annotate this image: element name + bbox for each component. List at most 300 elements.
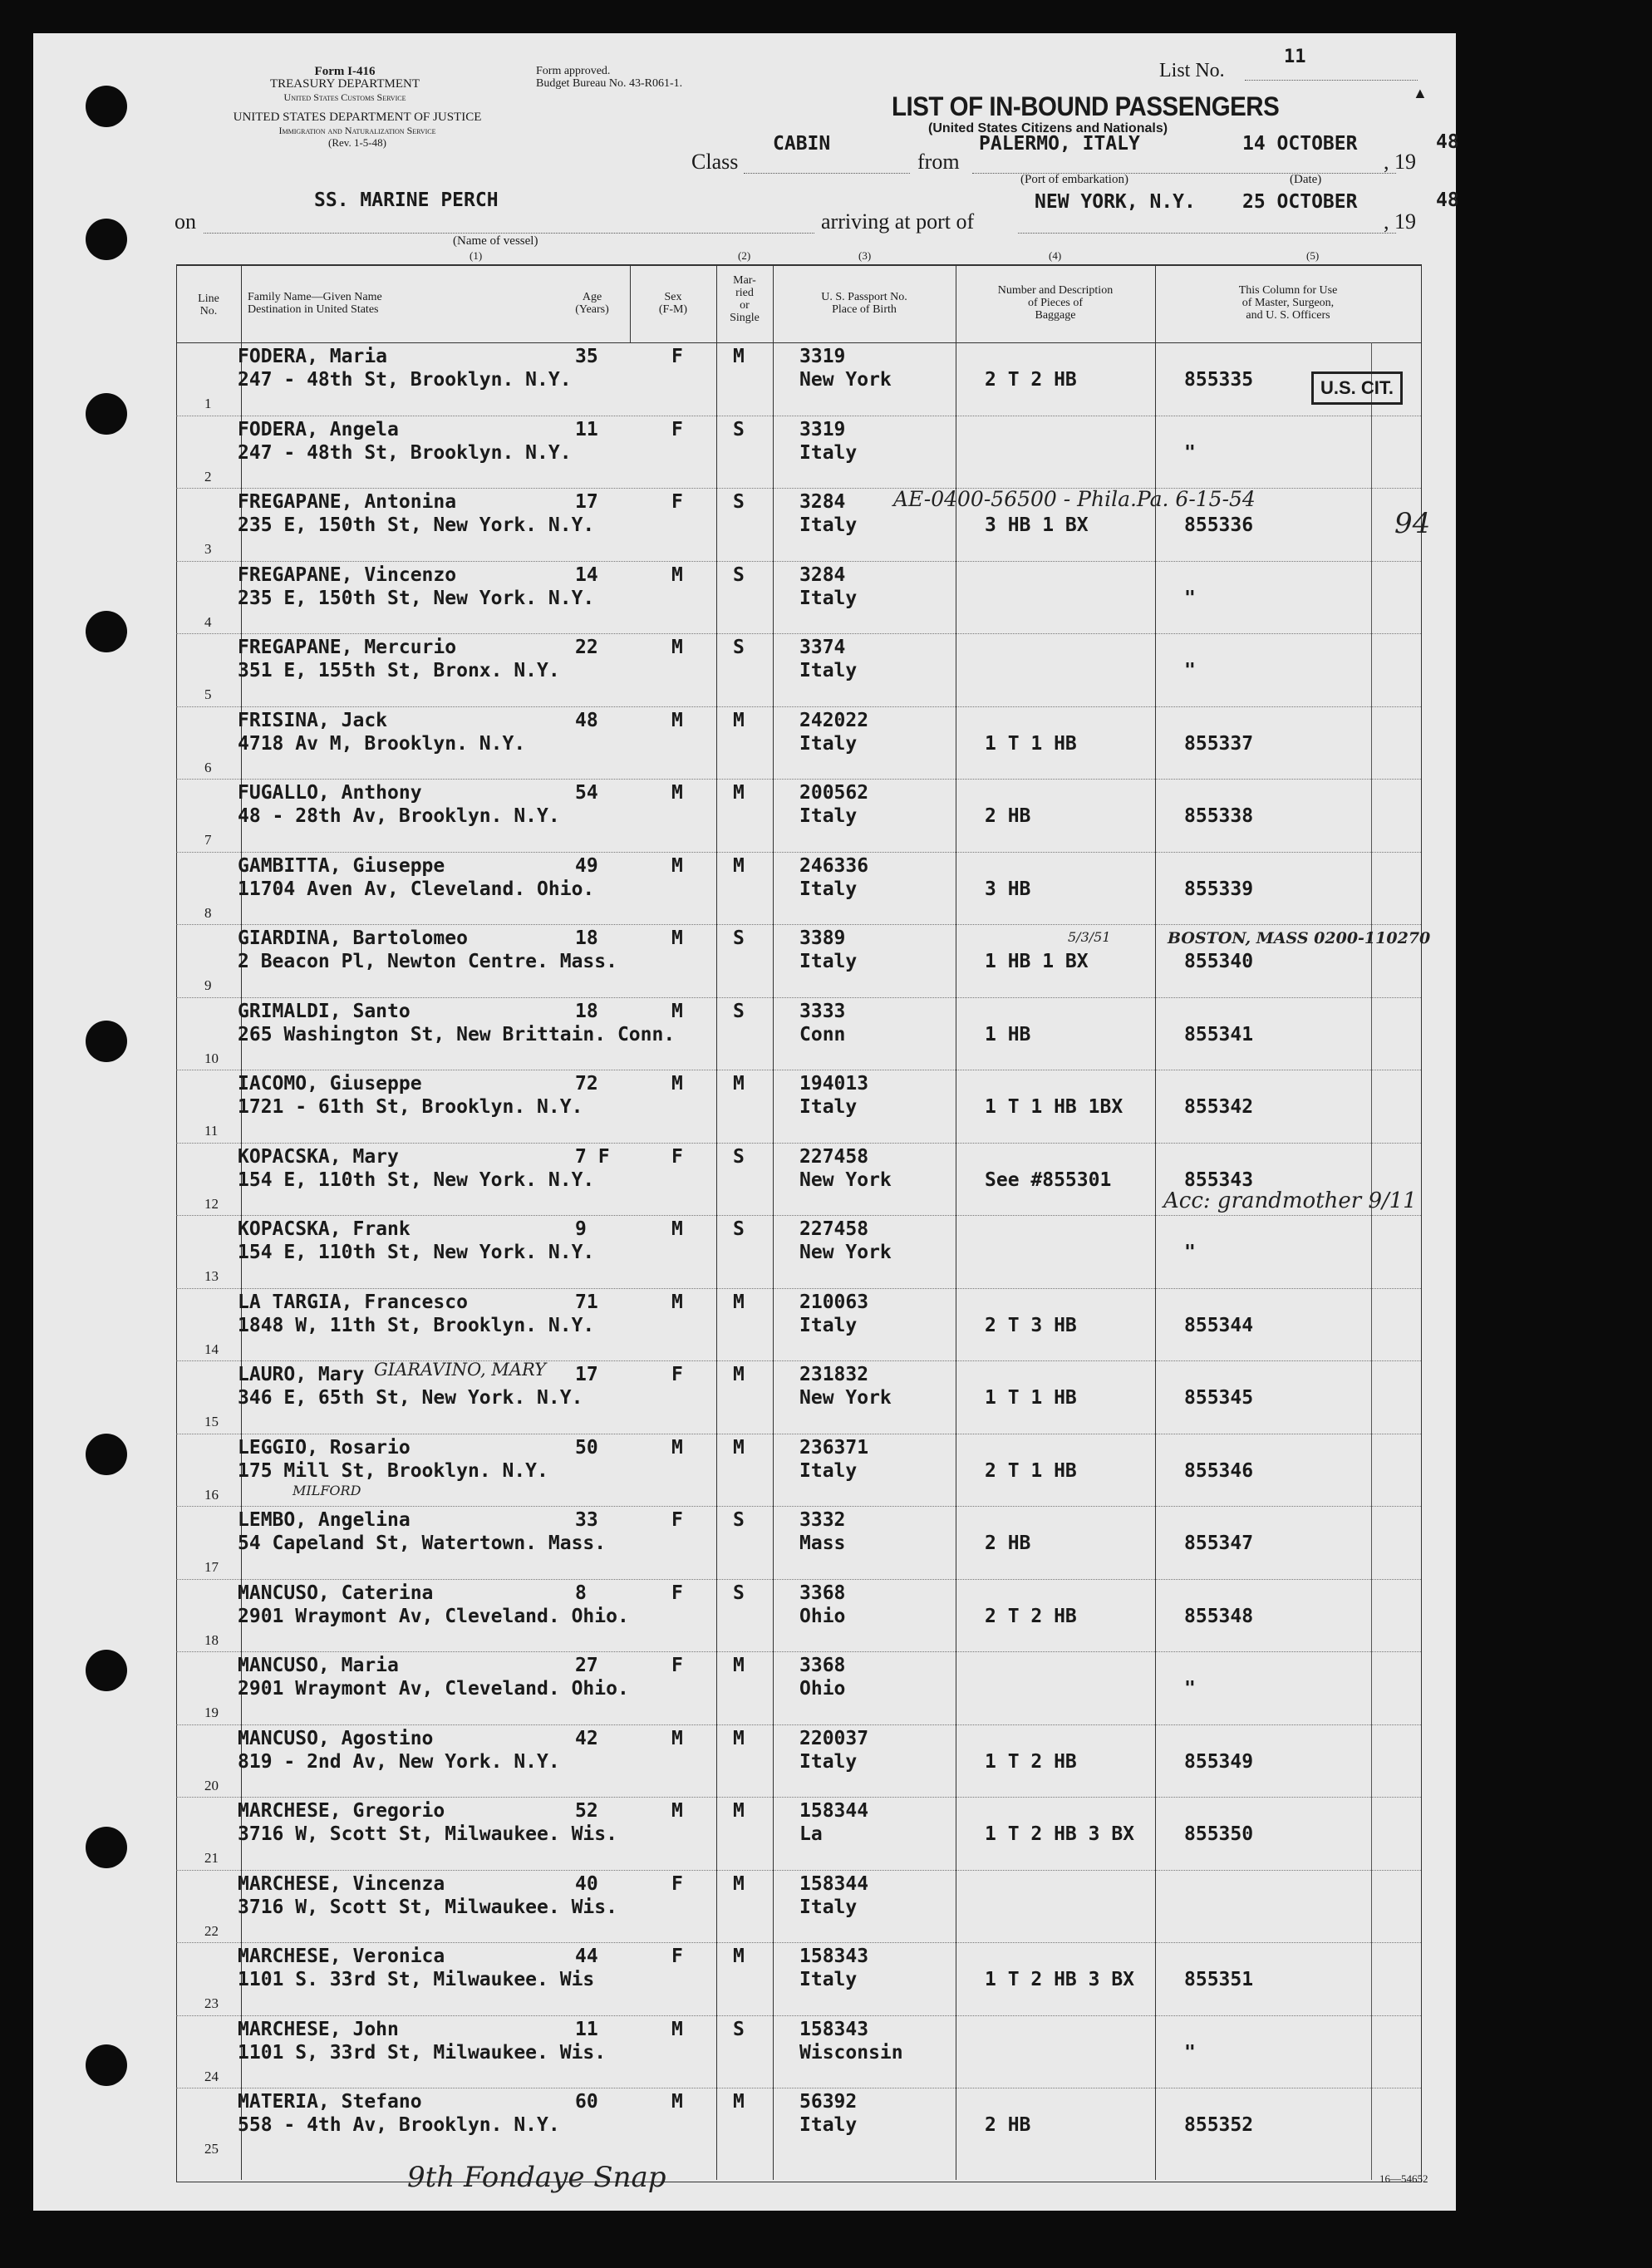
passenger-destination: 265 Washington St, New Brittain. Conn. [238,1023,676,1045]
passenger-marital-status: M [733,709,745,731]
officer-number: " [1184,587,1196,609]
place-of-birth: Italy [799,878,858,900]
passenger-name: MARCHESE, John [238,2018,399,2040]
line-number: 17 [204,1559,219,1575]
passenger-age: 44 [575,1946,598,1967]
passenger-age: 7 F [575,1145,610,1168]
on-label: on [175,209,196,234]
passport-number: 210063 [799,1291,869,1313]
passenger-destination: 154 E, 110th St, New York. N.Y. [238,1168,595,1191]
passport-number: 236371 [799,1436,869,1459]
passenger-destination: 558 - 4th Av, Brooklyn. N.Y. [238,2114,560,2136]
row-divider [176,1942,1421,1943]
officer-number: " [1184,1678,1196,1700]
passenger-age: 72 [575,1073,598,1095]
officer-number: 855351 [1184,1969,1254,1990]
punch-hole [86,1650,127,1691]
passenger-age: 50 [575,1436,598,1459]
row-divider [176,852,1421,853]
officer-number: 855336 [1184,514,1254,536]
passenger-marital-status: M [733,1291,745,1313]
punch-hole [86,1434,127,1475]
passenger-sex: M [671,1291,683,1313]
passenger-sex: F [671,418,683,440]
passenger-sex: M [671,927,683,949]
punch-hole [86,1827,127,1868]
handwritten-note: BOSTON, MASS 0200-110270 [1168,929,1431,947]
officer-number: 855340 [1184,951,1254,972]
place-of-birth: Italy [799,805,858,827]
line-number: 15 [204,1414,219,1429]
officer-number: 855346 [1184,1459,1254,1482]
passenger-age: 18 [575,927,598,949]
place-of-birth: Italy [799,441,858,464]
year-prefix-1: , 19 [1384,150,1416,174]
place-of-birth: Wisconsin [799,2041,903,2064]
passenger-destination: 346 E, 65th St, New York. N.Y. [238,1387,583,1409]
justice-label: UNITED STATES DEPARTMENT OF JUSTICE [233,111,482,124]
handwritten-note: MILFORD [293,1483,361,1498]
passenger-destination: 4718 Av M, Brooklyn. N.Y. [238,732,526,755]
baggage-description: 1 HB 1 BX [985,951,1089,972]
passenger-destination: 1848 W, 11th St, Brooklyn. N.Y. [238,1314,595,1336]
place-of-birth: La [799,1823,823,1845]
line-number: 8 [204,904,212,921]
passenger-sex: M [671,1218,683,1240]
place-of-birth: Italy [799,2114,858,2136]
passport-number: 3368 [799,1582,846,1604]
passport-number: 3374 [799,637,846,658]
handwritten-note: 9th Fondaye Snap [407,2161,666,2194]
passenger-age: 11 [575,418,598,440]
row-divider [176,1579,1421,1580]
passenger-age: 33 [575,1509,598,1531]
passenger-sex: M [671,637,683,658]
col-divider [1371,342,1372,2180]
passenger-sex: M [671,1800,683,1822]
list-no-line [1245,80,1418,81]
line-number: 20 [204,1777,219,1793]
place-of-birth: Conn [799,1023,846,1045]
punch-hole [86,219,127,260]
passenger-name: FODERA, Angela [238,418,399,440]
passenger-sex: F [671,1872,683,1895]
passenger-sex: F [671,346,683,367]
passport-number: 3332 [799,1509,846,1531]
row-divider [176,1143,1421,1144]
passenger-marital-status: M [733,1655,745,1676]
passenger-name: LAURO, Mary [238,1364,365,1385]
punch-hole [86,611,127,652]
from-date: 14 OCTOBER [1242,133,1358,155]
line-number: 3 [204,541,212,557]
col-num-1: (1) [470,249,483,262]
passenger-name: FODERA, Maria [238,346,388,367]
line-number: 19 [204,1705,219,1720]
list-no-label: List No. [1159,60,1225,81]
row-divider [176,997,1421,998]
row-divider [176,1651,1421,1652]
from-label: from [917,150,960,174]
date-caption: (Date) [1290,173,1322,186]
passport-number: 3368 [799,1655,846,1676]
passenger-name: MANCUSO, Agostino [238,1727,434,1749]
passenger-sex: F [671,1364,683,1385]
col-num-2: (2) [738,249,751,262]
officer-number: 855335 [1184,369,1254,391]
passenger-sex: M [671,2091,683,2113]
line-number: 4 [204,613,212,630]
passenger-age: 48 [575,709,598,731]
line-number: 18 [204,1631,219,1648]
passenger-name: GRIMALDI, Santo [238,1000,411,1022]
place-of-birth: Italy [799,1896,858,1918]
passenger-name: LEMBO, Angelina [238,1509,411,1531]
passenger-marital-status: M [733,1436,745,1459]
passenger-name: MANCUSO, Maria [238,1655,399,1676]
corner-arrow-icon: ▲ [1413,85,1428,101]
passport-number: 220037 [799,1727,869,1749]
passenger-sex: M [671,2018,683,2040]
list-no-value: 11 [1284,47,1306,67]
place-of-birth: Ohio [799,1605,846,1627]
vessel-line [204,233,814,234]
officer-number: " [1184,441,1196,464]
year-prefix-2: , 19 [1384,209,1416,234]
passenger-destination: 11704 Aven Av, Cleveland. Ohio. [238,878,595,900]
passenger-age: 22 [575,637,598,658]
officer-number: 855343 [1184,1168,1254,1191]
passenger-name: MARCHESE, Vincenza [238,1872,445,1895]
passport-number: 158343 [799,1946,869,1967]
passenger-age: 49 [575,854,598,877]
passport-number: 242022 [799,709,869,731]
baggage-description: 2 HB [985,1532,1031,1554]
passenger-marital-status: M [733,1364,745,1385]
passenger-destination: 819 - 2nd Av, New York. N.Y. [238,1750,560,1773]
passenger-destination: 2 Beacon Pl, Newton Centre. Mass. [238,951,617,972]
passport-number: 3284 [799,491,846,513]
passenger-name: FREGAPANE, Antonina [238,491,457,513]
col-divider [630,264,631,342]
row-divider [176,1215,1421,1216]
header-age: Age (Years) [575,291,609,316]
header-sex: Sex (F-M) [658,291,688,316]
baggage-description: 2 T 2 HB [985,369,1077,391]
officer-number: 855350 [1184,1823,1254,1845]
punch-hole [86,2044,127,2086]
passenger-age: 8 [575,1582,587,1604]
passenger-destination: 54 Capeland St, Watertown. Mass. [238,1532,607,1554]
col-divider [716,264,717,2180]
header-passport: U. S. Passport No. Place of Birth [821,291,907,316]
passport-number: 227458 [799,1218,869,1240]
place-of-birth: Italy [799,1459,858,1482]
place-of-birth: New York [799,1242,892,1263]
place-of-birth: Mass [799,1532,846,1554]
footer-code: 16—54652 [1379,2172,1428,2185]
passport-number: 158344 [799,1800,869,1822]
place-of-birth: Italy [799,1969,858,1990]
passenger-destination: 351 E, 155th St, Bronx. N.Y. [238,660,560,681]
passenger-destination: 154 E, 110th St, New York. N.Y. [238,1242,595,1263]
passenger-name: FREGAPANE, Vincenzo [238,563,457,586]
passenger-name: FREGAPANE, Mercurio [238,637,457,658]
passenger-destination: 1721 - 61th St, Brooklyn. N.Y. [238,1096,583,1118]
passport-number: 158344 [799,1872,869,1895]
passenger-sex: M [671,1073,683,1095]
passenger-sex: M [671,1436,683,1459]
baggage-description: 2 T 3 HB [985,1314,1077,1336]
passenger-destination: 48 - 28th Av, Brooklyn. N.Y. [238,805,560,827]
baggage-description: 1 T 1 HB [985,1387,1077,1409]
passenger-name: IACOMO, Giuseppe [238,1073,422,1095]
passenger-age: 54 [575,782,598,804]
handwritten-note: GIARAVINO, MARY [374,1360,547,1380]
passenger-marital-status: M [733,782,745,804]
header-line: Line No. [198,293,219,317]
page-subtitle: (United States Citizens and Nationals) [928,121,1168,135]
line-number: 21 [204,1850,219,1866]
passenger-marital-status: S [733,1000,745,1022]
header-baggage: Number and Description of Pieces of Baggage [997,284,1114,322]
arrival-date: 25 OCTOBER [1242,191,1358,213]
place-of-birth: New York [799,1168,892,1191]
budget-bureau: Budget Bureau No. 43-R061-1. [536,77,683,90]
row-divider [176,924,1421,925]
passenger-marital-status: M [733,854,745,877]
passenger-sex: M [671,1000,683,1022]
row-divider [176,1724,1421,1725]
line-number: 6 [204,759,212,775]
passenger-marital-status: M [733,1872,745,1895]
passport-number: 3319 [799,346,846,367]
passport-number: 3319 [799,418,846,440]
row-divider [176,1870,1421,1871]
passenger-marital-status: S [733,637,745,658]
passenger-name: GAMBITTA, Giuseppe [238,854,445,877]
passenger-age: 71 [575,1291,598,1313]
passenger-marital-status: M [733,346,745,367]
baggage-description: 2 HB [985,805,1031,827]
passenger-name: KOPACSKA, Mary [238,1145,399,1168]
col-num-3: (3) [858,249,872,262]
passenger-destination: 3716 W, Scott St, Milwaukee. Wis. [238,1823,617,1845]
passenger-marital-status: S [733,1509,745,1531]
passenger-destination: 2901 Wraymont Av, Cleveland. Ohio. [238,1678,629,1700]
arrival-line [1018,233,1396,234]
rev-label: (Rev. 1-5-48) [328,136,386,149]
from-port: PALERMO, ITALY [979,133,1140,155]
officer-number: 855337 [1184,732,1254,755]
place-of-birth: New York [799,1387,892,1409]
passenger-destination: 2901 Wraymont Av, Cleveland. Ohio. [238,1605,629,1627]
page-title: LIST OF IN-BOUND PASSENGERS [892,91,1280,121]
passenger-sex: F [671,1509,683,1531]
passenger-sex: F [671,1655,683,1676]
port-embark-caption: (Port of embarkation) [1020,173,1128,186]
handwritten-note: Acc: grandmother 9/11 [1163,1188,1417,1213]
passport-number: 3389 [799,927,846,949]
place-of-birth: Italy [799,732,858,755]
passenger-age: 52 [575,1800,598,1822]
year-1: 48 [1436,131,1459,153]
place-of-birth: New York [799,369,892,391]
row-divider [176,1360,1421,1361]
row-divider [176,2015,1421,2016]
passenger-sex: M [671,1727,683,1749]
officer-number: " [1184,1242,1196,1263]
col-divider [1155,264,1156,2180]
line-number: 2 [204,468,212,485]
passenger-sex: F [671,1946,683,1967]
baggage-description: See #855301 [985,1168,1112,1191]
officer-number: " [1184,2041,1196,2064]
passenger-marital-status: S [733,1218,745,1240]
passport-number: 3284 [799,563,846,586]
customs-label: United States Customs Service [283,91,406,103]
passenger-marital-status: M [733,2091,745,2113]
baggage-description: 1 HB [985,1023,1031,1045]
passenger-marital-status: S [733,491,745,513]
line-number: 1 [204,396,212,411]
officer-number: 855349 [1184,1750,1254,1773]
passenger-age: 11 [575,2018,598,2040]
treasury-label: TREASURY DEPARTMENT [269,77,420,91]
passport-number: 231832 [799,1364,869,1385]
us-cit-stamp: U.S. CIT. [1311,371,1403,405]
passenger-age: 18 [575,1000,598,1022]
officer-number: 855345 [1184,1387,1254,1409]
line-number: 24 [204,2068,219,2084]
baggage-description: 1 T 1 HB 1BX [985,1096,1123,1118]
passport-number: 194013 [799,1073,869,1095]
vessel-caption: (Name of vessel) [453,234,538,248]
passenger-age: 17 [575,1364,598,1385]
baggage-description: 2 HB [985,2114,1031,2136]
place-of-birth: Ohio [799,1678,846,1700]
row-divider [176,1288,1421,1289]
passenger-destination: 175 Mill St, Brooklyn. N.Y. [238,1459,548,1482]
passenger-destination: 247 - 48th St, Brooklyn. N.Y. [238,369,572,391]
passenger-name: FUGALLO, Anthony [238,782,422,804]
passenger-name: LA TARGIA, Francesco [238,1291,468,1313]
passenger-destination: 235 E, 150th St, New York. N.Y. [238,587,595,609]
passenger-name: MARCHESE, Veronica [238,1946,445,1967]
class-value: CABIN [773,133,831,155]
handwritten-note: 94 [1394,507,1431,540]
line-number: 7 [204,832,212,848]
place-of-birth: Italy [799,660,858,681]
passenger-sex: F [671,1582,683,1604]
place-of-birth: Italy [799,587,858,609]
officer-number: " [1184,660,1196,681]
passenger-sex: M [671,563,683,586]
passport-number: 227458 [799,1145,869,1168]
baggage-description: 2 T 2 HB [985,1605,1077,1627]
form-id: Form I-416 [314,65,376,78]
form-approved: Form approved. [536,65,611,77]
officer-number: 855342 [1184,1096,1254,1118]
baggage-description: 3 HB 1 BX [985,514,1089,536]
col-divider [773,264,774,2180]
handwritten-note: AE-0400-56500 - Phila.Pa. 6-15-54 [893,487,1256,511]
row-divider [176,633,1421,634]
line-number: 12 [204,1195,219,1212]
passenger-sex: M [671,782,683,804]
passenger-destination: 247 - 48th St, Brooklyn. N.Y. [238,441,572,464]
line-number: 14 [204,1341,219,1357]
passenger-age: 17 [575,491,598,513]
arrival-port: NEW YORK, N.Y. [1035,191,1196,213]
passenger-sex: F [671,1145,683,1168]
baggage-description: 2 T 1 HB [985,1459,1077,1482]
place-of-birth: Italy [799,1096,858,1118]
passenger-name: MANCUSO, Caterina [238,1582,434,1604]
passenger-marital-status: M [733,1073,745,1095]
baggage-description: 1 T 1 HB [985,732,1077,755]
header-name: Family Name—Given Name Destination in United States [248,291,382,316]
place-of-birth: Italy [799,514,858,536]
place-of-birth: Italy [799,1750,858,1773]
passenger-destination: 235 E, 150th St, New York. N.Y. [238,514,595,536]
line-number: 16 [204,1486,219,1503]
class-label: Class [691,150,739,174]
passenger-name: LEGGIO, Rosario [238,1436,411,1459]
row-divider [176,779,1421,780]
line-number: 22 [204,1922,219,1939]
class-line [744,173,910,174]
passenger-name: GIARDINA, Bartolomeo [238,927,468,949]
header-married: Mar- ried or Single [730,274,760,324]
passenger-marital-status: S [733,418,745,440]
passenger-age: 9 [575,1218,587,1240]
line-number: 13 [204,1268,219,1284]
officer-number: 855348 [1184,1605,1254,1627]
row-divider [176,706,1421,707]
officer-number: 855347 [1184,1532,1254,1554]
handwritten-note: 5/3/51 [1068,929,1111,945]
passenger-age: 27 [575,1655,598,1676]
col-num-4: (4) [1049,249,1062,262]
line-number: 25 [204,2141,219,2157]
passenger-marital-status: S [733,563,745,586]
punch-hole [86,1021,127,1062]
officer-number: 855341 [1184,1023,1254,1045]
officer-number: 855338 [1184,805,1254,827]
baggage-description: 1 T 2 HB 3 BX [985,1969,1135,1990]
passenger-marital-status: S [733,1582,745,1604]
passenger-sex: M [671,854,683,877]
baggage-description: 3 HB [985,878,1031,900]
passenger-name: MARCHESE, Gregorio [238,1800,445,1822]
punch-hole [86,86,127,127]
passenger-age: 60 [575,2091,598,2113]
passenger-name: MATERIA, Stefano [238,2091,422,2113]
header-divider [176,342,1422,343]
passenger-sex: M [671,709,683,731]
passenger-destination: 1101 S, 33rd St, Milwaukee. Wis. [238,2041,607,2064]
vessel-name: SS. MARINE PERCH [314,189,499,211]
year-2: 48 [1436,189,1459,211]
passenger-age: 40 [575,1872,598,1895]
line-number: 9 [204,977,212,993]
passport-number: 56392 [799,2091,858,2113]
officer-number: 855352 [1184,2114,1254,2136]
row-divider [176,561,1421,562]
passenger-marital-status: S [733,927,745,949]
row-divider [176,1797,1421,1798]
